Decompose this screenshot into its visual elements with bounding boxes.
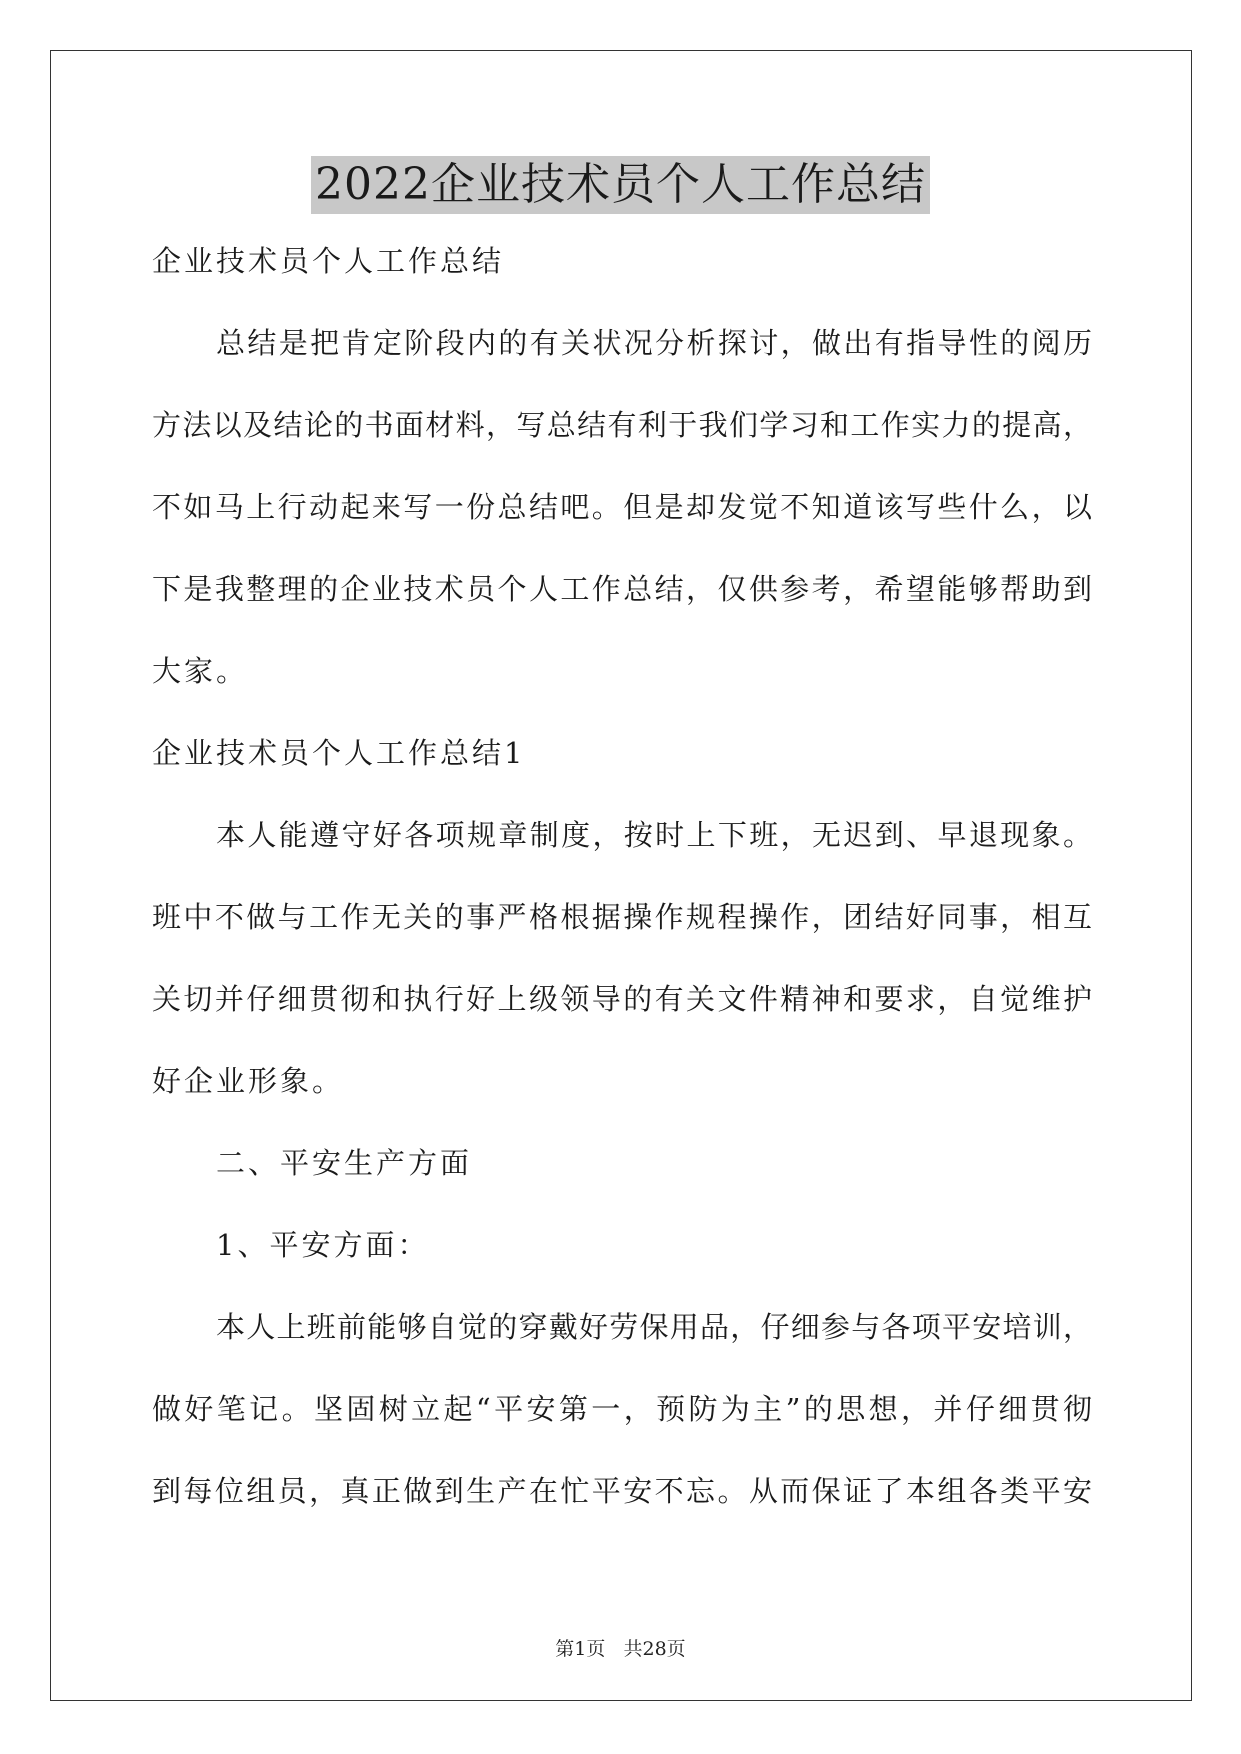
text-line: 大家。	[152, 654, 249, 688]
text-line: 本人能遵守好各项规章制度，按时上下班，无迟到、早退现象。	[216, 818, 1092, 852]
text-line: 企业技术员个人工作总结	[152, 244, 505, 278]
text-line: 总结是把肯定阶段内的有关状况分析探讨，做出有指导性的阅历	[216, 326, 1092, 360]
document-title: 2022企业技术员个人工作总结	[311, 156, 930, 214]
text-line: 下是我整理的企业技术员个人工作总结，仅供参考，希望能够帮助到	[152, 572, 1092, 606]
text-line: 不如马上行动起来写一份总结吧。但是却发觉不知道该写些什么，以	[152, 490, 1092, 524]
title-container	[0, 156, 1241, 214]
text-line: 方法以及结论的书面材料，写总结有利于我们学习和工作实力的提高，	[152, 408, 1092, 442]
text-line: 关切并仔细贯彻和执行好上级领导的有关文件精神和要求，自觉维护	[152, 982, 1092, 1016]
text-line: 1、平安方面：	[216, 1228, 430, 1262]
text-line: 企业技术员个人工作总结1	[152, 736, 526, 770]
text-line: 班中不做与工作无关的事严格根据操作规程操作，团结好同事，相互	[152, 900, 1092, 934]
text-line: 好企业形象。	[152, 1064, 345, 1098]
document-body	[152, 244, 1092, 1556]
text-line: 本人上班前能够自觉的穿戴好劳保用品，仔细参与各项平安培训，	[216, 1310, 1092, 1344]
text-line: 二、平安生产方面	[216, 1146, 473, 1180]
page-footer: 第1页 共28页	[555, 1638, 686, 1660]
text-line: 到每位组员，真正做到生产在忙平安不忘。从而保证了本组各类平安	[152, 1474, 1092, 1508]
text-line: 做好笔记。坚固树立起“平安第一，预防为主”的思想，并仔细贯彻	[152, 1392, 1092, 1426]
